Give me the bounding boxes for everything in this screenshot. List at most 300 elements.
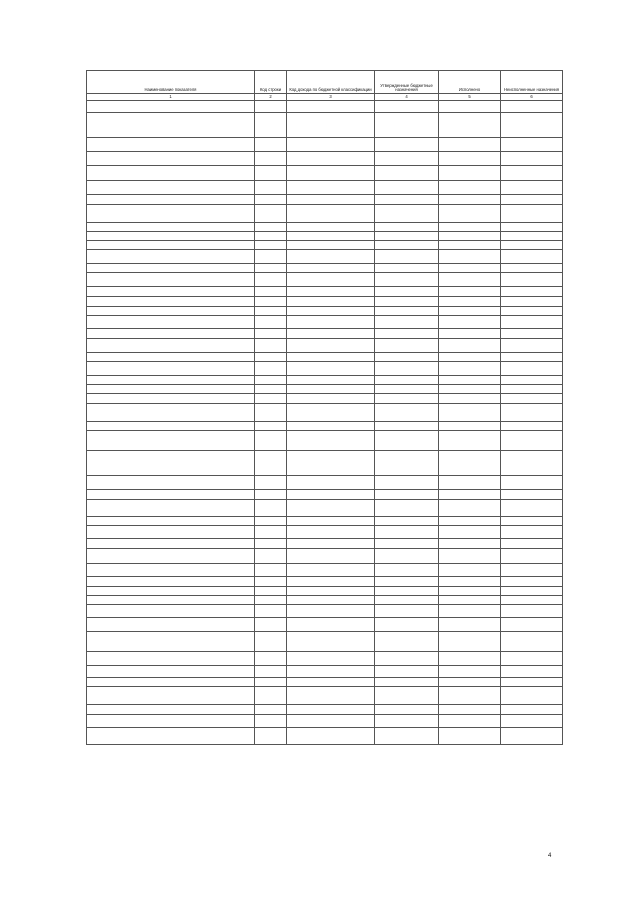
row-unexecuted xyxy=(501,632,563,652)
row-line-code xyxy=(255,152,287,166)
row-income-code xyxy=(287,564,375,577)
table-row xyxy=(87,687,563,705)
row-line-code xyxy=(255,181,287,195)
row-approved xyxy=(375,232,439,241)
row-line-code xyxy=(255,500,287,517)
row-approved xyxy=(375,329,439,339)
row-approved xyxy=(375,431,439,451)
table-row xyxy=(87,618,563,632)
row-income-code xyxy=(287,152,375,166)
row-income-code xyxy=(287,526,375,539)
row-approved xyxy=(375,394,439,404)
row-income-code xyxy=(287,181,375,195)
row-executed xyxy=(439,113,501,138)
table-row xyxy=(87,113,563,138)
table-row xyxy=(87,539,563,549)
row-line-code xyxy=(255,362,287,376)
row-approved xyxy=(375,705,439,715)
row-approved xyxy=(375,577,439,587)
row-unexecuted xyxy=(501,287,563,297)
row-approved xyxy=(375,666,439,678)
row-indicator-name xyxy=(87,666,255,678)
row-line-code xyxy=(255,241,287,250)
row-unexecuted xyxy=(501,307,563,316)
row-income-code xyxy=(287,113,375,138)
row-unexecuted xyxy=(501,166,563,181)
row-unexecuted xyxy=(501,353,563,362)
budget-execution-table xyxy=(86,70,563,745)
row-approved xyxy=(375,539,439,549)
row-approved xyxy=(375,385,439,394)
row-income-code xyxy=(287,596,375,605)
row-executed xyxy=(439,705,501,715)
row-executed xyxy=(439,166,501,181)
row-approved xyxy=(375,632,439,652)
row-indicator-name xyxy=(87,394,255,404)
row-income-code xyxy=(287,241,375,250)
table-row xyxy=(87,678,563,687)
table-body xyxy=(87,101,563,745)
row-line-code xyxy=(255,101,287,113)
row-indicator-name xyxy=(87,587,255,596)
row-approved xyxy=(375,339,439,353)
table-row xyxy=(87,264,563,273)
row-income-code xyxy=(287,587,375,596)
row-indicator-name xyxy=(87,431,255,451)
row-indicator-name xyxy=(87,476,255,490)
row-approved xyxy=(375,476,439,490)
row-line-code xyxy=(255,307,287,316)
column-number: 4 xyxy=(375,94,439,101)
column-number: 5 xyxy=(439,94,501,101)
table-row xyxy=(87,316,563,329)
row-indicator-name xyxy=(87,705,255,715)
header-executed: Исполнено xyxy=(439,71,501,94)
row-line-code xyxy=(255,316,287,329)
row-unexecuted xyxy=(501,605,563,618)
row-executed xyxy=(439,404,501,422)
row-executed xyxy=(439,431,501,451)
row-executed xyxy=(439,577,501,587)
row-executed xyxy=(439,490,501,500)
row-unexecuted xyxy=(501,728,563,745)
row-income-code xyxy=(287,223,375,232)
row-line-code xyxy=(255,273,287,287)
row-line-code xyxy=(255,596,287,605)
row-unexecuted xyxy=(501,476,563,490)
table-row xyxy=(87,138,563,152)
row-executed xyxy=(439,329,501,339)
row-unexecuted xyxy=(501,539,563,549)
table-row xyxy=(87,181,563,195)
row-unexecuted xyxy=(501,232,563,241)
table-row xyxy=(87,404,563,422)
row-approved xyxy=(375,307,439,316)
row-approved xyxy=(375,101,439,113)
row-line-code xyxy=(255,577,287,587)
row-line-code xyxy=(255,715,287,728)
row-indicator-name xyxy=(87,618,255,632)
row-income-code xyxy=(287,451,375,476)
row-indicator-name xyxy=(87,250,255,264)
row-executed xyxy=(439,587,501,596)
row-income-code xyxy=(287,195,375,205)
row-unexecuted xyxy=(501,490,563,500)
row-income-code xyxy=(287,517,375,526)
row-income-code xyxy=(287,264,375,273)
row-line-code xyxy=(255,138,287,152)
row-line-code xyxy=(255,339,287,353)
table-row xyxy=(87,526,563,539)
row-executed xyxy=(439,451,501,476)
row-unexecuted xyxy=(501,500,563,517)
row-executed xyxy=(439,152,501,166)
row-approved xyxy=(375,422,439,431)
row-income-code xyxy=(287,422,375,431)
row-executed xyxy=(439,223,501,232)
table-row xyxy=(87,232,563,241)
row-unexecuted xyxy=(501,329,563,339)
row-executed xyxy=(439,394,501,404)
table-row xyxy=(87,339,563,353)
row-income-code xyxy=(287,329,375,339)
row-executed xyxy=(439,605,501,618)
table-row xyxy=(87,632,563,652)
row-indicator-name xyxy=(87,353,255,362)
header-unexecuted: Неисполненные назначения xyxy=(501,71,563,94)
row-executed xyxy=(439,728,501,745)
table-row xyxy=(87,376,563,385)
row-indicator-name xyxy=(87,404,255,422)
row-indicator-name xyxy=(87,539,255,549)
row-unexecuted xyxy=(501,687,563,705)
row-indicator-name xyxy=(87,526,255,539)
row-line-code xyxy=(255,451,287,476)
table-row xyxy=(87,329,563,339)
table-row xyxy=(87,166,563,181)
row-approved xyxy=(375,264,439,273)
row-indicator-name xyxy=(87,577,255,587)
row-indicator-name xyxy=(87,564,255,577)
row-income-code xyxy=(287,687,375,705)
row-executed xyxy=(439,687,501,705)
table-row xyxy=(87,517,563,526)
row-executed xyxy=(439,422,501,431)
row-approved xyxy=(375,181,439,195)
row-approved xyxy=(375,353,439,362)
row-approved xyxy=(375,451,439,476)
table-row xyxy=(87,652,563,666)
row-income-code xyxy=(287,316,375,329)
row-unexecuted xyxy=(501,666,563,678)
row-unexecuted xyxy=(501,241,563,250)
row-executed xyxy=(439,549,501,564)
row-income-code xyxy=(287,385,375,394)
row-unexecuted xyxy=(501,113,563,138)
table-row xyxy=(87,596,563,605)
row-executed xyxy=(439,385,501,394)
row-line-code xyxy=(255,205,287,223)
table-row xyxy=(87,152,563,166)
table-row xyxy=(87,287,563,297)
row-indicator-name xyxy=(87,205,255,223)
row-unexecuted xyxy=(501,596,563,605)
row-executed xyxy=(439,652,501,666)
row-indicator-name xyxy=(87,113,255,138)
row-indicator-name xyxy=(87,316,255,329)
row-income-code xyxy=(287,490,375,500)
row-line-code xyxy=(255,652,287,666)
row-approved xyxy=(375,376,439,385)
row-approved xyxy=(375,652,439,666)
row-approved xyxy=(375,500,439,517)
row-executed xyxy=(439,666,501,678)
row-approved xyxy=(375,564,439,577)
row-line-code xyxy=(255,297,287,307)
row-line-code xyxy=(255,705,287,715)
row-line-code xyxy=(255,618,287,632)
row-approved xyxy=(375,587,439,596)
row-executed xyxy=(439,353,501,362)
row-income-code xyxy=(287,166,375,181)
header-line-code: Код строки xyxy=(255,71,287,94)
row-executed xyxy=(439,526,501,539)
table-row xyxy=(87,385,563,394)
table-row xyxy=(87,195,563,205)
row-unexecuted xyxy=(501,587,563,596)
row-income-code xyxy=(287,362,375,376)
column-number: 1 xyxy=(87,94,255,101)
row-approved xyxy=(375,678,439,687)
column-number-row xyxy=(87,94,563,101)
row-approved xyxy=(375,549,439,564)
row-line-code xyxy=(255,394,287,404)
row-unexecuted xyxy=(501,101,563,113)
column-number: 3 xyxy=(287,94,375,101)
row-income-code xyxy=(287,339,375,353)
table-header xyxy=(87,71,563,101)
row-income-code xyxy=(287,138,375,152)
row-approved xyxy=(375,490,439,500)
row-line-code xyxy=(255,687,287,705)
row-line-code xyxy=(255,549,287,564)
row-income-code xyxy=(287,500,375,517)
row-income-code xyxy=(287,353,375,362)
row-indicator-name xyxy=(87,273,255,287)
row-indicator-name xyxy=(87,687,255,705)
row-line-code xyxy=(255,376,287,385)
table-row xyxy=(87,666,563,678)
row-unexecuted xyxy=(501,705,563,715)
table-row xyxy=(87,476,563,490)
row-indicator-name xyxy=(87,517,255,526)
row-executed xyxy=(439,500,501,517)
row-approved xyxy=(375,113,439,138)
row-unexecuted xyxy=(501,181,563,195)
row-indicator-name xyxy=(87,287,255,297)
page-number: 4 xyxy=(548,853,552,859)
table-row xyxy=(87,549,563,564)
row-line-code xyxy=(255,632,287,652)
header-income-code: Код дохода по бюджетной классификации xyxy=(287,71,375,94)
row-income-code xyxy=(287,605,375,618)
row-income-code xyxy=(287,307,375,316)
table-row xyxy=(87,500,563,517)
row-line-code xyxy=(255,353,287,362)
row-line-code xyxy=(255,564,287,577)
row-unexecuted xyxy=(501,577,563,587)
row-line-code xyxy=(255,264,287,273)
row-executed xyxy=(439,241,501,250)
row-income-code xyxy=(287,431,375,451)
row-income-code xyxy=(287,376,375,385)
row-executed xyxy=(439,316,501,329)
row-income-code xyxy=(287,632,375,652)
row-indicator-name xyxy=(87,166,255,181)
table-row xyxy=(87,577,563,587)
row-executed xyxy=(439,205,501,223)
row-approved xyxy=(375,138,439,152)
row-income-code xyxy=(287,250,375,264)
row-approved xyxy=(375,715,439,728)
row-indicator-name xyxy=(87,549,255,564)
row-unexecuted xyxy=(501,618,563,632)
row-line-code xyxy=(255,526,287,539)
table-row xyxy=(87,353,563,362)
row-income-code xyxy=(287,728,375,745)
row-line-code xyxy=(255,287,287,297)
row-unexecuted xyxy=(501,376,563,385)
row-line-code xyxy=(255,232,287,241)
row-approved xyxy=(375,618,439,632)
row-approved xyxy=(375,362,439,376)
row-unexecuted xyxy=(501,431,563,451)
row-unexecuted xyxy=(501,394,563,404)
row-executed xyxy=(439,539,501,549)
row-indicator-name xyxy=(87,451,255,476)
row-executed xyxy=(439,101,501,113)
row-line-code xyxy=(255,539,287,549)
row-indicator-name xyxy=(87,422,255,431)
row-approved xyxy=(375,728,439,745)
row-executed xyxy=(439,273,501,287)
table-row xyxy=(87,490,563,500)
table-row xyxy=(87,728,563,745)
row-approved xyxy=(375,166,439,181)
row-income-code xyxy=(287,394,375,404)
table-row xyxy=(87,564,563,577)
row-indicator-name xyxy=(87,596,255,605)
row-income-code xyxy=(287,232,375,241)
row-line-code xyxy=(255,195,287,205)
row-income-code xyxy=(287,287,375,297)
row-unexecuted xyxy=(501,385,563,394)
row-unexecuted xyxy=(501,422,563,431)
row-indicator-name xyxy=(87,362,255,376)
row-unexecuted xyxy=(501,138,563,152)
row-income-code xyxy=(287,618,375,632)
row-indicator-name xyxy=(87,490,255,500)
row-indicator-name xyxy=(87,728,255,745)
table-row xyxy=(87,297,563,307)
row-unexecuted xyxy=(501,404,563,422)
row-executed xyxy=(439,678,501,687)
row-approved xyxy=(375,152,439,166)
row-unexecuted xyxy=(501,362,563,376)
table-row xyxy=(87,431,563,451)
table-row xyxy=(87,587,563,596)
row-line-code xyxy=(255,250,287,264)
row-executed xyxy=(439,250,501,264)
row-indicator-name xyxy=(87,297,255,307)
row-indicator-name xyxy=(87,376,255,385)
row-executed xyxy=(439,287,501,297)
row-line-code xyxy=(255,605,287,618)
row-indicator-name xyxy=(87,632,255,652)
row-approved xyxy=(375,526,439,539)
table-row xyxy=(87,605,563,618)
row-line-code xyxy=(255,329,287,339)
row-executed xyxy=(439,339,501,353)
row-indicator-name xyxy=(87,181,255,195)
table-row xyxy=(87,451,563,476)
row-unexecuted xyxy=(501,264,563,273)
row-line-code xyxy=(255,431,287,451)
table-row xyxy=(87,362,563,376)
row-line-code xyxy=(255,385,287,394)
row-unexecuted xyxy=(501,652,563,666)
row-executed xyxy=(439,195,501,205)
row-indicator-name xyxy=(87,307,255,316)
row-indicator-name xyxy=(87,264,255,273)
column-number: 6 xyxy=(501,94,563,101)
row-indicator-name xyxy=(87,195,255,205)
row-line-code xyxy=(255,587,287,596)
row-unexecuted xyxy=(501,339,563,353)
row-income-code xyxy=(287,577,375,587)
row-income-code xyxy=(287,678,375,687)
row-income-code xyxy=(287,273,375,287)
row-approved xyxy=(375,596,439,605)
row-indicator-name xyxy=(87,241,255,250)
table-row xyxy=(87,273,563,287)
column-number: 2 xyxy=(255,94,287,101)
row-executed xyxy=(439,362,501,376)
row-executed xyxy=(439,618,501,632)
row-approved xyxy=(375,241,439,250)
table-row xyxy=(87,101,563,113)
row-line-code xyxy=(255,678,287,687)
row-approved xyxy=(375,517,439,526)
table-row xyxy=(87,250,563,264)
row-indicator-name xyxy=(87,385,255,394)
row-line-code xyxy=(255,517,287,526)
row-income-code xyxy=(287,297,375,307)
row-approved xyxy=(375,287,439,297)
row-unexecuted xyxy=(501,205,563,223)
row-unexecuted xyxy=(501,195,563,205)
row-unexecuted xyxy=(501,517,563,526)
row-approved xyxy=(375,273,439,287)
row-unexecuted xyxy=(501,451,563,476)
row-indicator-name xyxy=(87,652,255,666)
row-line-code xyxy=(255,166,287,181)
row-indicator-name xyxy=(87,605,255,618)
row-income-code xyxy=(287,539,375,549)
row-income-code xyxy=(287,101,375,113)
row-executed xyxy=(439,632,501,652)
row-income-code xyxy=(287,715,375,728)
